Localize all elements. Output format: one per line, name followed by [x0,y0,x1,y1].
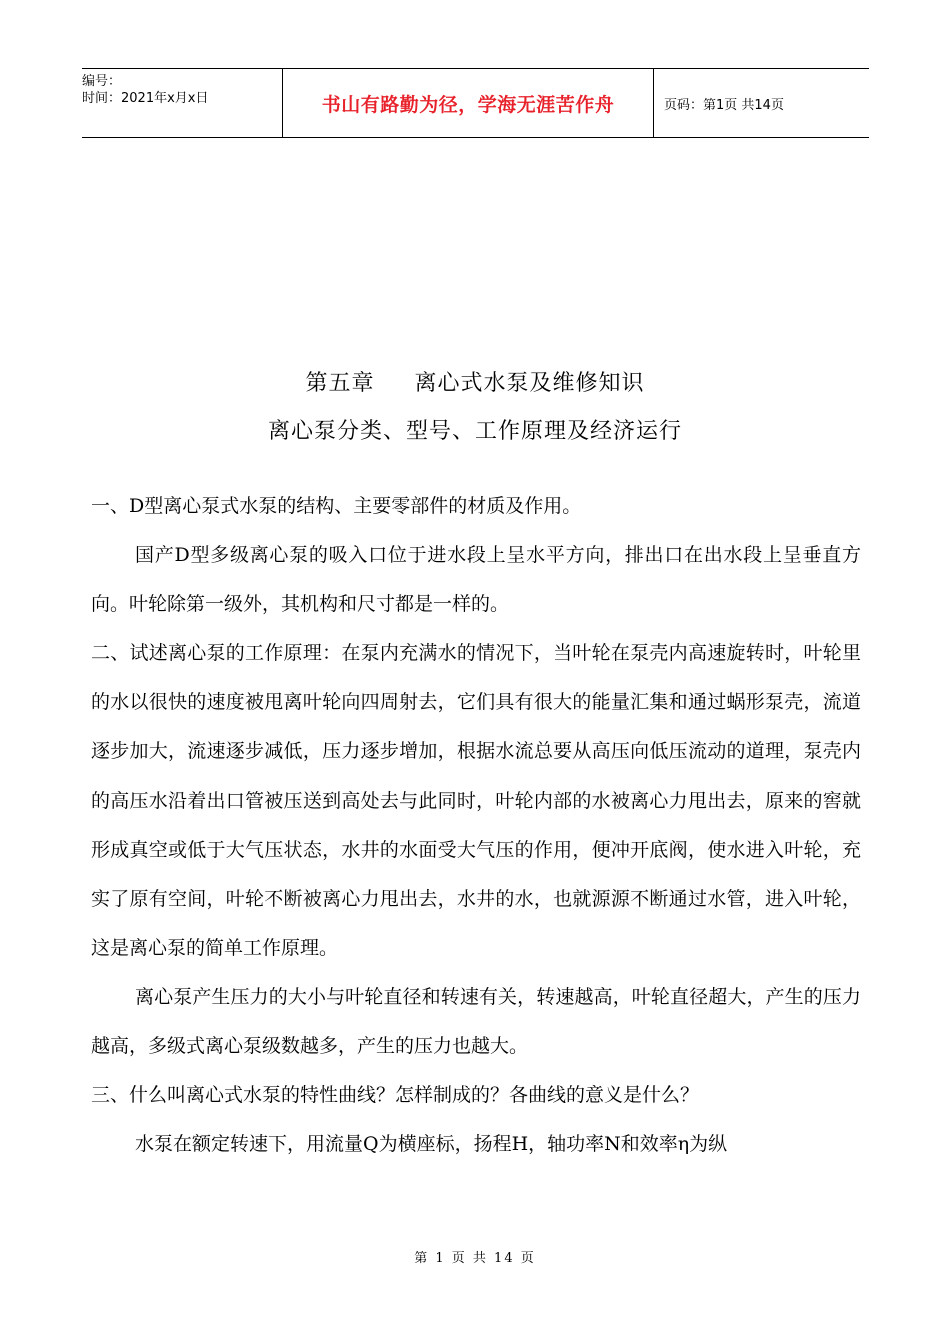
body-text [91,482,861,1169]
paragraph: 水泵在额定转速下，用流量Q为横座标，扬程H，轴功率N和效率η为纵 [135,1133,728,1156]
paragraph: 离心泵产生压力的大小与叶轮直径和转速有关，转速越高，叶轮直径超大，产生的压力越高，多级式离心泵级数越多，产生的压力也越大。 [91,985,861,1058]
header-meta [82,69,282,137]
header-motto-cell [282,69,654,137]
paragraph: 国产D型多级离心泵的吸入口位于进水段上呈水平方向，排出口在出水段上呈垂直方向。叶轮除第一级外，其机构和尺寸都是一样的。 [91,544,861,616]
header-page-info [654,69,869,137]
chapter-number: 第五章 [305,371,375,396]
number-label: 编号： [82,74,122,89]
chapter-subtitle: 离心泵分类、型号、工作原理及经济运行 [267,419,682,444]
page-footer: 第 1 页 共 14 页 [414,1251,536,1266]
section-heading-1: 一、D型离心泵式水泵的结构、主要零部件的材质及作用。 [91,495,582,517]
section-heading-3: 三、什么叫离心式水泵的特性曲线？怎样制成的？各曲线的意义是什么？ [91,1084,700,1107]
section-heading-2: 二、试述离心泵的工作原理：在泵内充满水的情况下，当叶轮在泵壳内高速旋转时，叶轮里的水以很快的速度被甩离叶轮向四周射去，它们具有很大的能量汇集和通过蜗形泵壳，流道逐步加大，流速逐步减低，压力逐步增加，根据水流总要从高压向低压流动的道理，泵壳内的高压水沿着出口管被压送到高处去与此同时，叶轮内部的水被离心力甩出去，原来的窖就形成真空或低于大气压状态，水井的水面受大气压的作用，便冲开底阀，使水进入叶轮，充实了原有空间，叶轮不断被离心力甩出去，水井的水，也就源源不断通过水管，进入叶轮，这是离心泵的简单工作原理。 [91,642,861,959]
motto-text: 书山有路勤为径，学海无涯苦作舟 [321,93,615,116]
document-header [82,68,869,138]
chapter-name: 离心式水泵及维修知识 [414,371,645,396]
time-label: 时间：2021年x月x日 [82,91,209,106]
page-info-text: 页码：第1页 共14页 [664,97,784,113]
chapter-title [0,366,950,397]
